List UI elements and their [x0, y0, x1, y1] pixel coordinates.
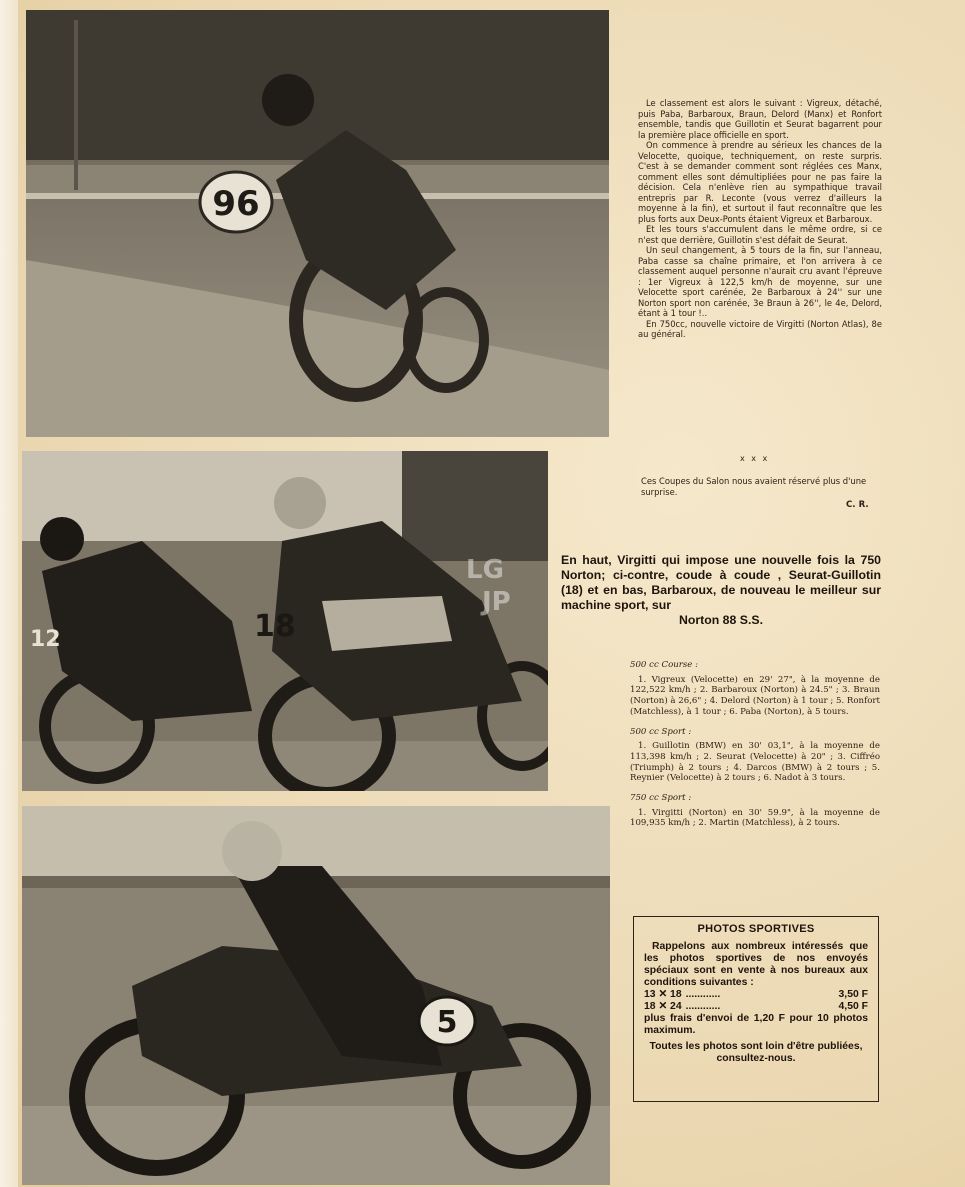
watermark-logo	[420, 553, 542, 627]
race-results	[630, 660, 880, 838]
article-text	[638, 98, 882, 340]
price-dots: ............	[685, 989, 721, 1000]
photos-sportives-box	[633, 916, 879, 1102]
results-body: 1. Vigreux (Velocette) en 29' 27", à la moyenne de 122,522 km/h ; 2. Barbaroux (Norton) à 24.5" ; 3. Braun (Norton) à 26,6" ; 4. Delord (Norton) à 1 tour ; 5. Ronfort (Matchless), à 1 tour ; 6. Paba (Norton), à 5 tours.	[630, 674, 880, 717]
results-heading: 500 cc Sport :	[630, 726, 692, 737]
price-value: 4,50 F	[838, 1001, 868, 1012]
photo-top-rider-96	[26, 10, 609, 437]
price-row	[644, 1001, 868, 1013]
box-closing: Toutes les photos sont loin d'être publiées, consultez-nous.	[649, 1041, 863, 1064]
race-number-18: 18	[254, 609, 296, 644]
race-number-96: 96	[212, 184, 260, 224]
author-signature: C. R.	[846, 500, 869, 510]
caption-text: En haut, Virgitti qui impose une nouvelle fois la 750 Norton; ci-contre, coude à coude , Seurat-Guillotin (18) et en bas, Barbaroux, de nouveau le meilleur sur machine sport, sur	[561, 553, 881, 612]
race-number-12: 12	[30, 627, 61, 652]
watermark-line1: LG	[466, 555, 504, 585]
caption-last-line: Norton 88 S.S.	[678, 613, 764, 627]
price-row	[644, 989, 868, 1001]
price-value: 3,50 F	[838, 989, 868, 1000]
results-body: 1. Guillotin (BMW) en 30' 03,1", à la moyenne de 113,398 km/h ; 2. Seurat (Velocette) à 20" ; 3. Ciffréo (Triumph) à 2 tours ; 4. Darcos (BMW) à 2 tours ; 5. Reynier (Velocette) à 2 tours ; 6. Nadot à 3 tours.	[630, 741, 880, 784]
article-paragraph: Le classement est alors le suivant : Vigreux, détaché, puis Paba, Barbaroux, Braun, Delord (Manx) et Ronfort ensemble, tandis que Guillotin et Seurat bagarrent pour la première place officielle en sport.	[638, 98, 882, 140]
box-intro: Rappelons aux nombreux intéressés que les photos sportives de nos envoyés spéciaux sont en vente à nos bureaux aux conditions suivantes :	[644, 941, 868, 988]
results-body: 1. Virgitti (Norton) en 30' 59.9", à la moyenne de 109,935 km/h ; 2. Martin (Matchless), à 2 tours.	[630, 807, 880, 829]
photo-bottom-rider-5	[22, 806, 610, 1185]
results-heading: 500 cc Course :	[630, 660, 699, 670]
watermark-line2: JP	[482, 587, 511, 617]
article-paragraph: Et les tours s'accumulent dans le même ordre, si ce n'est que derrière, Guillotin s'est défait de Seurat.	[638, 224, 882, 245]
price-size: 18 ✕ 24	[644, 1001, 682, 1012]
article-paragraph: En 750cc, nouvelle victoire de Virgitti (Norton Atlas), 8e au général.	[638, 318, 882, 339]
results-heading: 750 cc Sport :	[630, 793, 692, 804]
box-fees: plus frais d'envoi de 1,20 F pour 10 photos maximum.	[644, 1013, 868, 1036]
photo-caption	[561, 553, 881, 628]
article-paragraph: Un seul changement, à 5 tours de la fin, sur l'anneau, Paba casse sa chaîne primaire, et l'on arrivera à ce classement auquel personne n'aurait cru avant l'épreuve : 1er Vigreux à 122,5 km/h de moyenne, sur une Velocette sport carénée, 2e Barbaroux à 24'' sur une Norton sport non carénée, 3e Braun à 26'', le 4e, Delord, étant à 1 tour !..	[638, 245, 882, 318]
box-title: PHOTOS SPORTIVES	[697, 923, 815, 935]
price-dots: ............	[685, 1001, 721, 1012]
article-closing: Ces Coupes du Salon nous avaient réservé plus d'une surprise.	[641, 476, 867, 497]
article-paragraph: On commence à prendre au sérieux les chances de la Velocette, quoique, techniquement, on reste surpris. C'est à se demander comment sont réglées ces Manx, comment elles sont démultipliées pour ne pas faire la décision. Cela n'enlève rien au sympathique travail entrepris par R. Leconte (vous verrez d'ailleurs la moyenne à la fin), et surtout il faut reconnaître que les plus forts aux Deux-Ponts étaient Vigreux et Barbaroux.	[638, 140, 882, 224]
section-separator: x x x	[740, 454, 770, 463]
page-edge	[0, 0, 18, 1187]
price-size: 13 ✕ 18	[644, 989, 682, 1000]
race-number-5: 5	[436, 1005, 458, 1040]
